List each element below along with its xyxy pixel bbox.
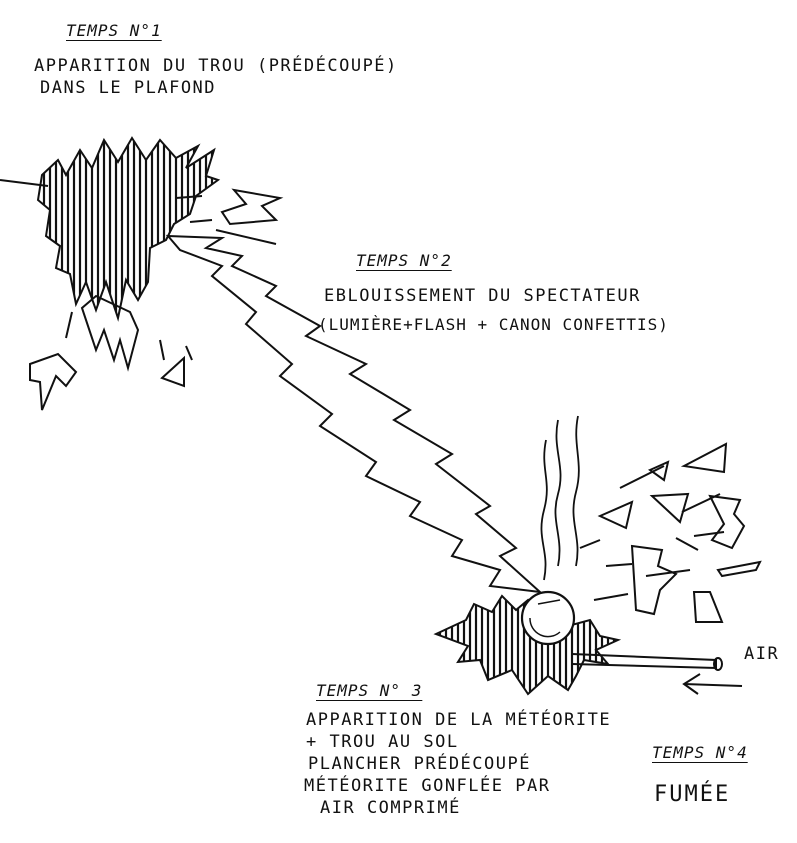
step-4-heading: TEMPS N°4 (652, 743, 748, 762)
step-3-line-1: APPARITION DE LA MÉTÉORITE (306, 710, 612, 730)
confetti-shards (580, 444, 760, 622)
step-4-line-1: FUMÉE (654, 782, 731, 807)
step-1-line-2: DANS LE PLAFOND (40, 78, 217, 98)
step-3-line-5: AIR COMPRIMÉ (320, 798, 461, 818)
smoke-lines (541, 416, 578, 580)
step-3-heading: TEMPS N° 3 (316, 681, 423, 700)
meteorite (522, 592, 574, 644)
step-2-heading: TEMPS N°2 (356, 251, 452, 270)
step-1-heading: TEMPS N°1 (66, 21, 162, 40)
step-2-line-1: EBLOUISSEMENT DU SPECTATEUR (324, 286, 641, 306)
step-1-line-1: APPARITION DU TROU (PRÉDÉCOUPÉ) (34, 56, 398, 76)
step-3-line-3: PLANCHER PRÉDÉCOUPÉ (308, 754, 531, 774)
air-arrow-icon (684, 674, 742, 694)
step-3-line-4: MÉTÉORITE GONFLÉE PAR (304, 776, 551, 796)
air-label: AIR (744, 644, 780, 664)
step-3-line-2: + TROU AU SOL (306, 732, 459, 752)
ceiling-hole (0, 138, 218, 318)
step-2-line-2: (LUMIÈRE+FLASH + CANON CONFETTIS) (318, 315, 669, 334)
